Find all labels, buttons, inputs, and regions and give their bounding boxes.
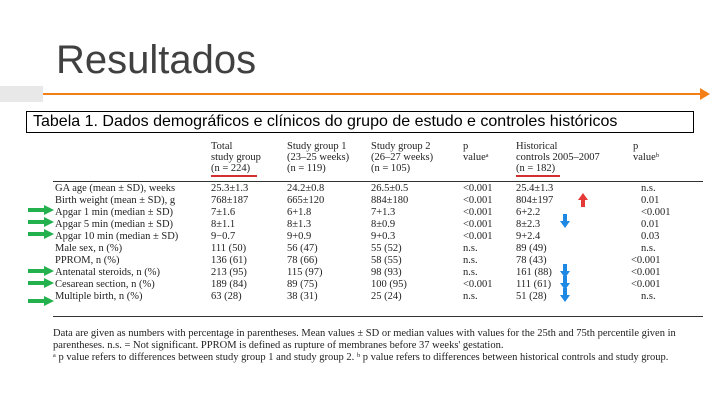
header-line: (n = 119) bbox=[287, 163, 326, 174]
table-row bbox=[53, 231, 705, 243]
red-up-arrow-icon bbox=[578, 193, 588, 207]
header-group1 bbox=[287, 141, 349, 174]
header-line: valueᵃ bbox=[463, 152, 489, 163]
cell-historical: 78 (43) bbox=[516, 255, 547, 266]
cell-group2: 98 (93) bbox=[371, 267, 402, 278]
cell-group1: 56 (47) bbox=[287, 243, 318, 254]
row-label: Apgar 5 min (median ± SD) bbox=[55, 219, 174, 230]
cell-total: 8±1.1 bbox=[211, 219, 236, 230]
blue-down-arrow-icon bbox=[560, 214, 570, 228]
table-note: Data are given as numbers with percentage in parentheses. Mean values ± SD or median values with values for the 25th and 75th percentile given in parentheses. n.s. = Not significant. PPROM is defined as rupture of membranes before 37 weeks' gestation. bbox=[53, 328, 676, 351]
cell-group2: 884±180 bbox=[371, 195, 409, 206]
table-row bbox=[53, 267, 705, 279]
results-table bbox=[53, 134, 705, 382]
cell-historical: 6+2.2 bbox=[516, 207, 541, 218]
cell-pvalue-a: <0.001 bbox=[463, 207, 493, 218]
cell-group1: 115 (97) bbox=[287, 267, 323, 278]
slide-title: Resultados bbox=[56, 38, 257, 82]
table-row bbox=[53, 243, 705, 255]
header-line: study group bbox=[211, 152, 261, 163]
table-note: ᵃ p value refers to differences between study group 1 and study group 2. ᵇ p value refers to differences between historical controls and study group. bbox=[53, 352, 669, 363]
cell-group2: 25 (24) bbox=[371, 291, 402, 302]
cell-historical: 8±2.3 bbox=[516, 219, 541, 230]
title-rule bbox=[43, 93, 701, 95]
header-line: p bbox=[463, 141, 469, 152]
title-rule-arrow-icon bbox=[700, 88, 710, 100]
cell-group1: 24.2±0.8 bbox=[287, 183, 325, 194]
cell-total: 9−0.7 bbox=[211, 231, 236, 242]
header-line: valueᵇ bbox=[633, 152, 659, 163]
cell-historical: 51 (28) bbox=[516, 291, 547, 302]
row-label: Cesarean section, n (%) bbox=[55, 279, 155, 290]
row-label: Apgar 10 min (median ± SD) bbox=[55, 231, 179, 242]
row-label: PPROM, n (%) bbox=[55, 255, 120, 266]
cell-group1: 6+1.8 bbox=[287, 207, 312, 218]
header-historical bbox=[516, 141, 600, 174]
cell-group1: 89 (75) bbox=[287, 279, 318, 290]
green-arrow-icon bbox=[28, 205, 54, 215]
table-row bbox=[53, 279, 705, 291]
cell-group1: 38 (31) bbox=[287, 291, 318, 302]
header-rule bbox=[53, 181, 703, 182]
cell-group1: 8±1.3 bbox=[287, 219, 312, 230]
cell-pvalue-b: <0.001 bbox=[641, 207, 671, 218]
row-label: GA age (mean ± SD), weeks bbox=[55, 183, 176, 194]
cell-pvalue-b: n.s. bbox=[641, 183, 656, 194]
header-line: Historical bbox=[516, 141, 558, 152]
cell-total: 213 (95) bbox=[211, 267, 247, 278]
table-row bbox=[53, 219, 705, 231]
title-rule-block bbox=[0, 86, 43, 102]
cell-total: 7±1.6 bbox=[211, 207, 236, 218]
header-line: p bbox=[633, 141, 639, 152]
cell-pvalue-a: <0.001 bbox=[463, 219, 493, 230]
table-row bbox=[53, 195, 705, 207]
cell-historical: 25.4±1.3 bbox=[516, 183, 554, 194]
cell-pvalue-b: n.s. bbox=[641, 291, 656, 302]
cell-historical: 89 (49) bbox=[516, 243, 547, 254]
cell-pvalue-b: <0.001 bbox=[631, 279, 661, 290]
table-row bbox=[53, 255, 705, 267]
cell-pvalue-a: <0.001 bbox=[463, 279, 493, 290]
cell-group2: 7+1.3 bbox=[371, 207, 396, 218]
table-header bbox=[53, 134, 705, 180]
cell-pvalue-b: <0.001 bbox=[631, 255, 661, 266]
header-line: (26–27 weeks) bbox=[371, 152, 434, 163]
green-arrow-icon bbox=[28, 278, 54, 288]
blue-down-arrow-icon bbox=[560, 288, 570, 302]
green-arrow-icon bbox=[28, 217, 54, 227]
cell-total: 111 (50) bbox=[211, 243, 247, 254]
header-pvalue-b bbox=[633, 141, 659, 163]
cell-pvalue-b: 0.01 bbox=[641, 195, 660, 206]
row-label: Multiple birth, n (%) bbox=[55, 291, 143, 302]
header-group2 bbox=[371, 141, 433, 174]
cell-pvalue-b: <0.001 bbox=[631, 267, 661, 278]
header-pvalue-a bbox=[463, 141, 489, 163]
cell-group2: 58 (55) bbox=[371, 255, 402, 266]
cell-total: 25.3±1.3 bbox=[211, 183, 249, 194]
header-line: Study group 2 bbox=[371, 141, 431, 152]
cell-group2: 8±0.9 bbox=[371, 219, 396, 230]
table-notes bbox=[53, 328, 703, 364]
cell-historical: 111 (61) bbox=[516, 279, 552, 290]
green-arrow-icon bbox=[28, 266, 54, 276]
header-total bbox=[211, 141, 261, 174]
green-arrow-icon bbox=[28, 229, 54, 239]
cell-pvalue-b: 0.03 bbox=[641, 231, 660, 242]
cell-pvalue-a: n.s. bbox=[463, 243, 478, 254]
row-label: Apgar 1 min (median ± SD) bbox=[55, 207, 174, 218]
cell-pvalue-a: n.s. bbox=[463, 267, 478, 278]
cell-historical: 161 (88) bbox=[516, 267, 552, 278]
header-line: (n = 105) bbox=[371, 163, 411, 174]
header-line: (n = 182) bbox=[516, 163, 556, 174]
table-caption: Tabela 1. Dados demográficos e clínicos do grupo de estudo e controles históricos bbox=[26, 111, 694, 133]
table-row bbox=[53, 207, 705, 219]
cell-total: 136 (61) bbox=[211, 255, 247, 266]
cell-total: 189 (84) bbox=[211, 279, 247, 290]
cell-group1: 665±120 bbox=[287, 195, 325, 206]
cell-pvalue-a: <0.001 bbox=[463, 183, 493, 194]
cell-group1: 9+0.9 bbox=[287, 231, 312, 242]
row-label: Male sex, n (%) bbox=[55, 243, 123, 254]
cell-pvalue-b: 0.01 bbox=[641, 219, 660, 230]
cell-group1: 78 (66) bbox=[287, 255, 318, 266]
green-arrow-icon bbox=[28, 296, 54, 306]
cell-group2: 9+0.3 bbox=[371, 231, 396, 242]
header-line: controls 2005–2007 bbox=[516, 152, 600, 163]
cell-group2: 55 (52) bbox=[371, 243, 402, 254]
header-line: (23–25 weeks) bbox=[287, 152, 350, 163]
cell-pvalue-a: n.s. bbox=[463, 255, 478, 266]
cell-group2: 26.5±0.5 bbox=[371, 183, 409, 194]
cell-historical: 804±197 bbox=[516, 195, 554, 206]
cell-pvalue-b: n.s. bbox=[641, 243, 656, 254]
historical-n-underline bbox=[516, 175, 560, 177]
cell-pvalue-a: <0.001 bbox=[463, 195, 493, 206]
total-n-underline bbox=[211, 175, 257, 177]
cell-total: 768±187 bbox=[211, 195, 249, 206]
cell-total: 63 (28) bbox=[211, 291, 242, 302]
table-row bbox=[53, 291, 705, 303]
header-line: Study group 1 bbox=[287, 141, 347, 152]
header-line: Total bbox=[211, 141, 233, 152]
table-row bbox=[53, 183, 705, 195]
row-label: Birth weight (mean ± SD), g bbox=[55, 195, 176, 206]
cell-pvalue-a: <0.001 bbox=[463, 231, 493, 242]
header-line: (n = 224) bbox=[211, 163, 251, 174]
cell-group2: 100 (95) bbox=[371, 279, 407, 290]
cell-historical: 9+2.4 bbox=[516, 231, 541, 242]
row-label: Antenatal steroids, n (%) bbox=[55, 267, 160, 278]
cell-pvalue-a: n.s. bbox=[463, 291, 478, 302]
table-bottom-rule bbox=[53, 316, 703, 317]
